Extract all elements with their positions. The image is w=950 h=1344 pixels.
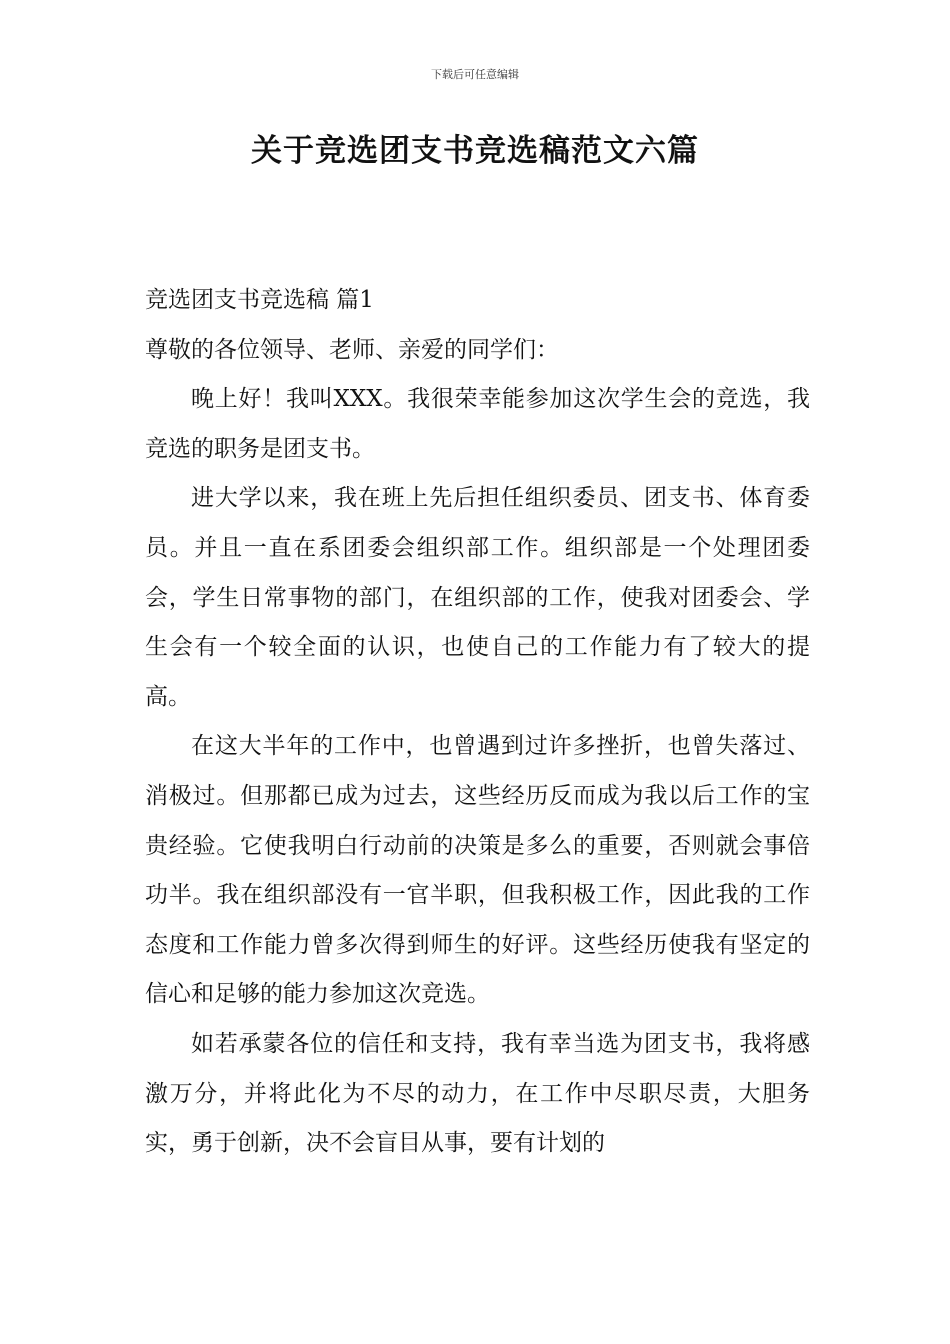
header-note: 下载后可任意编辑 <box>431 68 519 81</box>
paragraph-3: 在这大半年的工作中，也曾遇到过许多挫折，也曾失落过、消极过。但那都已成为过去，这些经历反而成为我以后工作的宝贵经验。它使我明白行动前的决策是多么的重要，否则就会事倍功半。我在组织部没有一官半职，但我积极工作，因此我的工作态度和工作能力曾多次得到师生的好评。这些经历使我有坚定的信心和足够的能力参加这次竞选。 <box>145 733 810 1008</box>
salutation: 尊敬的各位领导、老师、亲爱的同学们： <box>145 336 559 363</box>
paragraph-2: 进大学以来，我在班上先后担任组织委员、团支书、体育委员。并且一直在系团委会组织部工作。组织部是一个处理团委会，学生日常事物的部门，在组织部的工作，使我对团委会、学生会有一个较全面的认识，也使自己的工作能力有了较大的提高。 <box>145 485 810 710</box>
document-body <box>145 276 810 1169</box>
paragraph-1: 晚上好！我叫XXX。我很荣幸能参加这次学生会的竞选，我竞选的职务是团支书。 <box>145 386 810 462</box>
section-heading: 竞选团支书竞选稿 篇1 <box>145 287 374 313</box>
paragraph-4: 如若承蒙各位的信任和支持，我有幸当选为团支书，我将感激万分，并将此化为不尽的动力，在工作中尽职尽责，大胆务实，勇于创新，决不会盲目从事，要有计划的 <box>145 1030 810 1157</box>
document-title: 关于竞选团支书竞选稿范文六篇 <box>251 133 699 169</box>
